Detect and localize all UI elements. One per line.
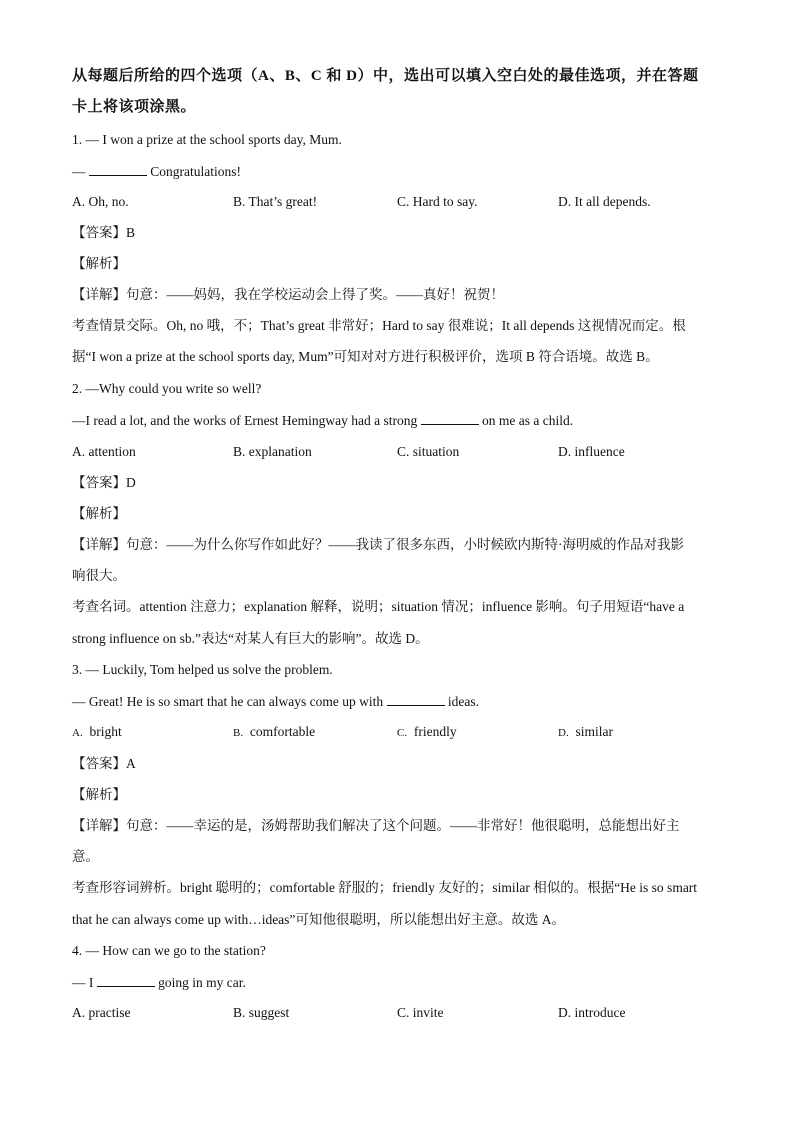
q2-option-c: C. situation — [397, 444, 460, 459]
q2-reply-pre: —I read a lot, and the works of Ernest Hemingway had a strong — [72, 413, 421, 428]
q4-option-b: B. suggest — [233, 1005, 290, 1020]
q3-reply-post: ideas. — [444, 694, 480, 709]
q3-option-c-word: friendly — [413, 724, 457, 739]
q3-option-b — [233, 722, 315, 743]
q3-explain-2: that he can always come up with…ideas”可知他很聪明，所以能想出好主意。故选 A。 — [72, 912, 566, 927]
q1-analysis-label: 【解析】 — [72, 256, 126, 271]
q1-answer: 【答案】B — [72, 225, 136, 240]
q4-blank — [97, 972, 155, 987]
q1-reply-post: Congratulations! — [146, 164, 241, 179]
q1-reply — [72, 161, 722, 182]
q3-option-b-letter: B. — [233, 727, 244, 739]
q1-option-d: D. It all depends. — [558, 194, 651, 209]
q3-option-c-letter: C. — [397, 727, 408, 739]
q3-option-b-word: comfortable — [249, 724, 316, 739]
q3-option-c — [397, 722, 457, 743]
q4-option-d: D. introduce — [558, 1005, 626, 1020]
q1-reply-pre: — — [72, 164, 89, 179]
q4-reply-pre: — I — [72, 975, 97, 990]
q1-detail: 【详解】句意：——妈妈，我在学校运动会上得了奖。——真好！祝贺！ — [72, 287, 504, 302]
q2-answer: 【答案】D — [72, 475, 136, 490]
q3-option-d-letter: D. — [558, 727, 569, 739]
q1-stem: 1. — I won a prize at the school sports day, Mum. — [72, 132, 342, 147]
q2-option-a: A. attention — [72, 444, 136, 459]
q2-option-b: B. explanation — [233, 444, 312, 459]
q3-option-a-word: bright — [89, 724, 122, 739]
q4-option-a: A. practise — [72, 1005, 131, 1020]
q2-stem: 2. —Why could you write so well? — [72, 381, 262, 396]
q3-detail-2: 意。 — [72, 849, 99, 864]
q2-blank — [421, 410, 479, 425]
q3-answer: 【答案】A — [72, 756, 136, 771]
q1-option-b: B. That’s great! — [233, 194, 318, 209]
q1-explain-2: 据“I won a prize at the school sports day, Mum”可知对对方进行积极评价，选项 B 符合语境。故选 B。 — [72, 349, 659, 364]
q3-option-a-letter: A. — [72, 727, 83, 739]
q3-option-d — [558, 722, 613, 743]
q3-reply — [72, 691, 722, 712]
q2-reply-post: on me as a child. — [478, 413, 574, 428]
q2-analysis-label: 【解析】 — [72, 506, 126, 521]
q1-option-a: A. Oh, no. — [72, 194, 129, 209]
q4-reply-post: going in my car. — [154, 975, 246, 990]
q3-blank — [387, 691, 445, 706]
q2-detail-2: 响很大。 — [72, 568, 126, 583]
q1-option-c: C. Hard to say. — [397, 194, 478, 209]
q3-analysis-label: 【解析】 — [72, 787, 126, 802]
q3-detail-1: 【详解】句意：——幸运的是，汤姆帮助我们解决了这个问题。——非常好！他很聪明，总能想出好主 — [72, 818, 680, 833]
q1-explain-1: 考查情景交际。Oh, no 哦，不；That’s great 非常好；Hard to say 很难说；It all depends 这视情况而定。根 — [72, 318, 686, 333]
instruction-line-1: 从每题后所给的四个选项（A、B、C 和 D）中，选出可以填入空白处的最佳选项，并在答题 — [72, 68, 699, 84]
instruction-line-2: 卡上将该项涂黑。 — [72, 99, 197, 115]
q3-reply-pre: — Great! He is so smart that he can always come up with — [72, 694, 387, 709]
q4-option-c: C. invite — [397, 1005, 444, 1020]
q2-reply — [72, 410, 722, 431]
q2-detail-1: 【详解】句意：——为什么你写作如此好？——我读了很多东西，小时候欧内斯特·海明威的作品对我影 — [72, 537, 684, 552]
q2-explain-2: strong influence on sb.”表达“对某人有巨大的影响”。故选 D。 — [72, 631, 429, 646]
q3-explain-1: 考查形容词辨析。bright 聪明的；comfortable 舒服的；friendly 友好的；similar 相似的。根据“He is so smart — [72, 880, 698, 895]
q3-option-d-word: similar — [575, 724, 613, 739]
q1-blank — [89, 161, 147, 176]
q4-stem: 4. — How can we go to the station? — [72, 943, 266, 958]
q2-explain-1: 考查名词。attention 注意力；explanation 解释，说明；situation 情况；influence 影响。句子用短语“have a — [72, 599, 685, 614]
q3-option-a — [72, 722, 122, 743]
q3-stem: 3. — Luckily, Tom helped us solve the problem. — [72, 662, 333, 677]
q4-reply — [72, 972, 722, 993]
q2-option-d: D. influence — [558, 444, 625, 459]
